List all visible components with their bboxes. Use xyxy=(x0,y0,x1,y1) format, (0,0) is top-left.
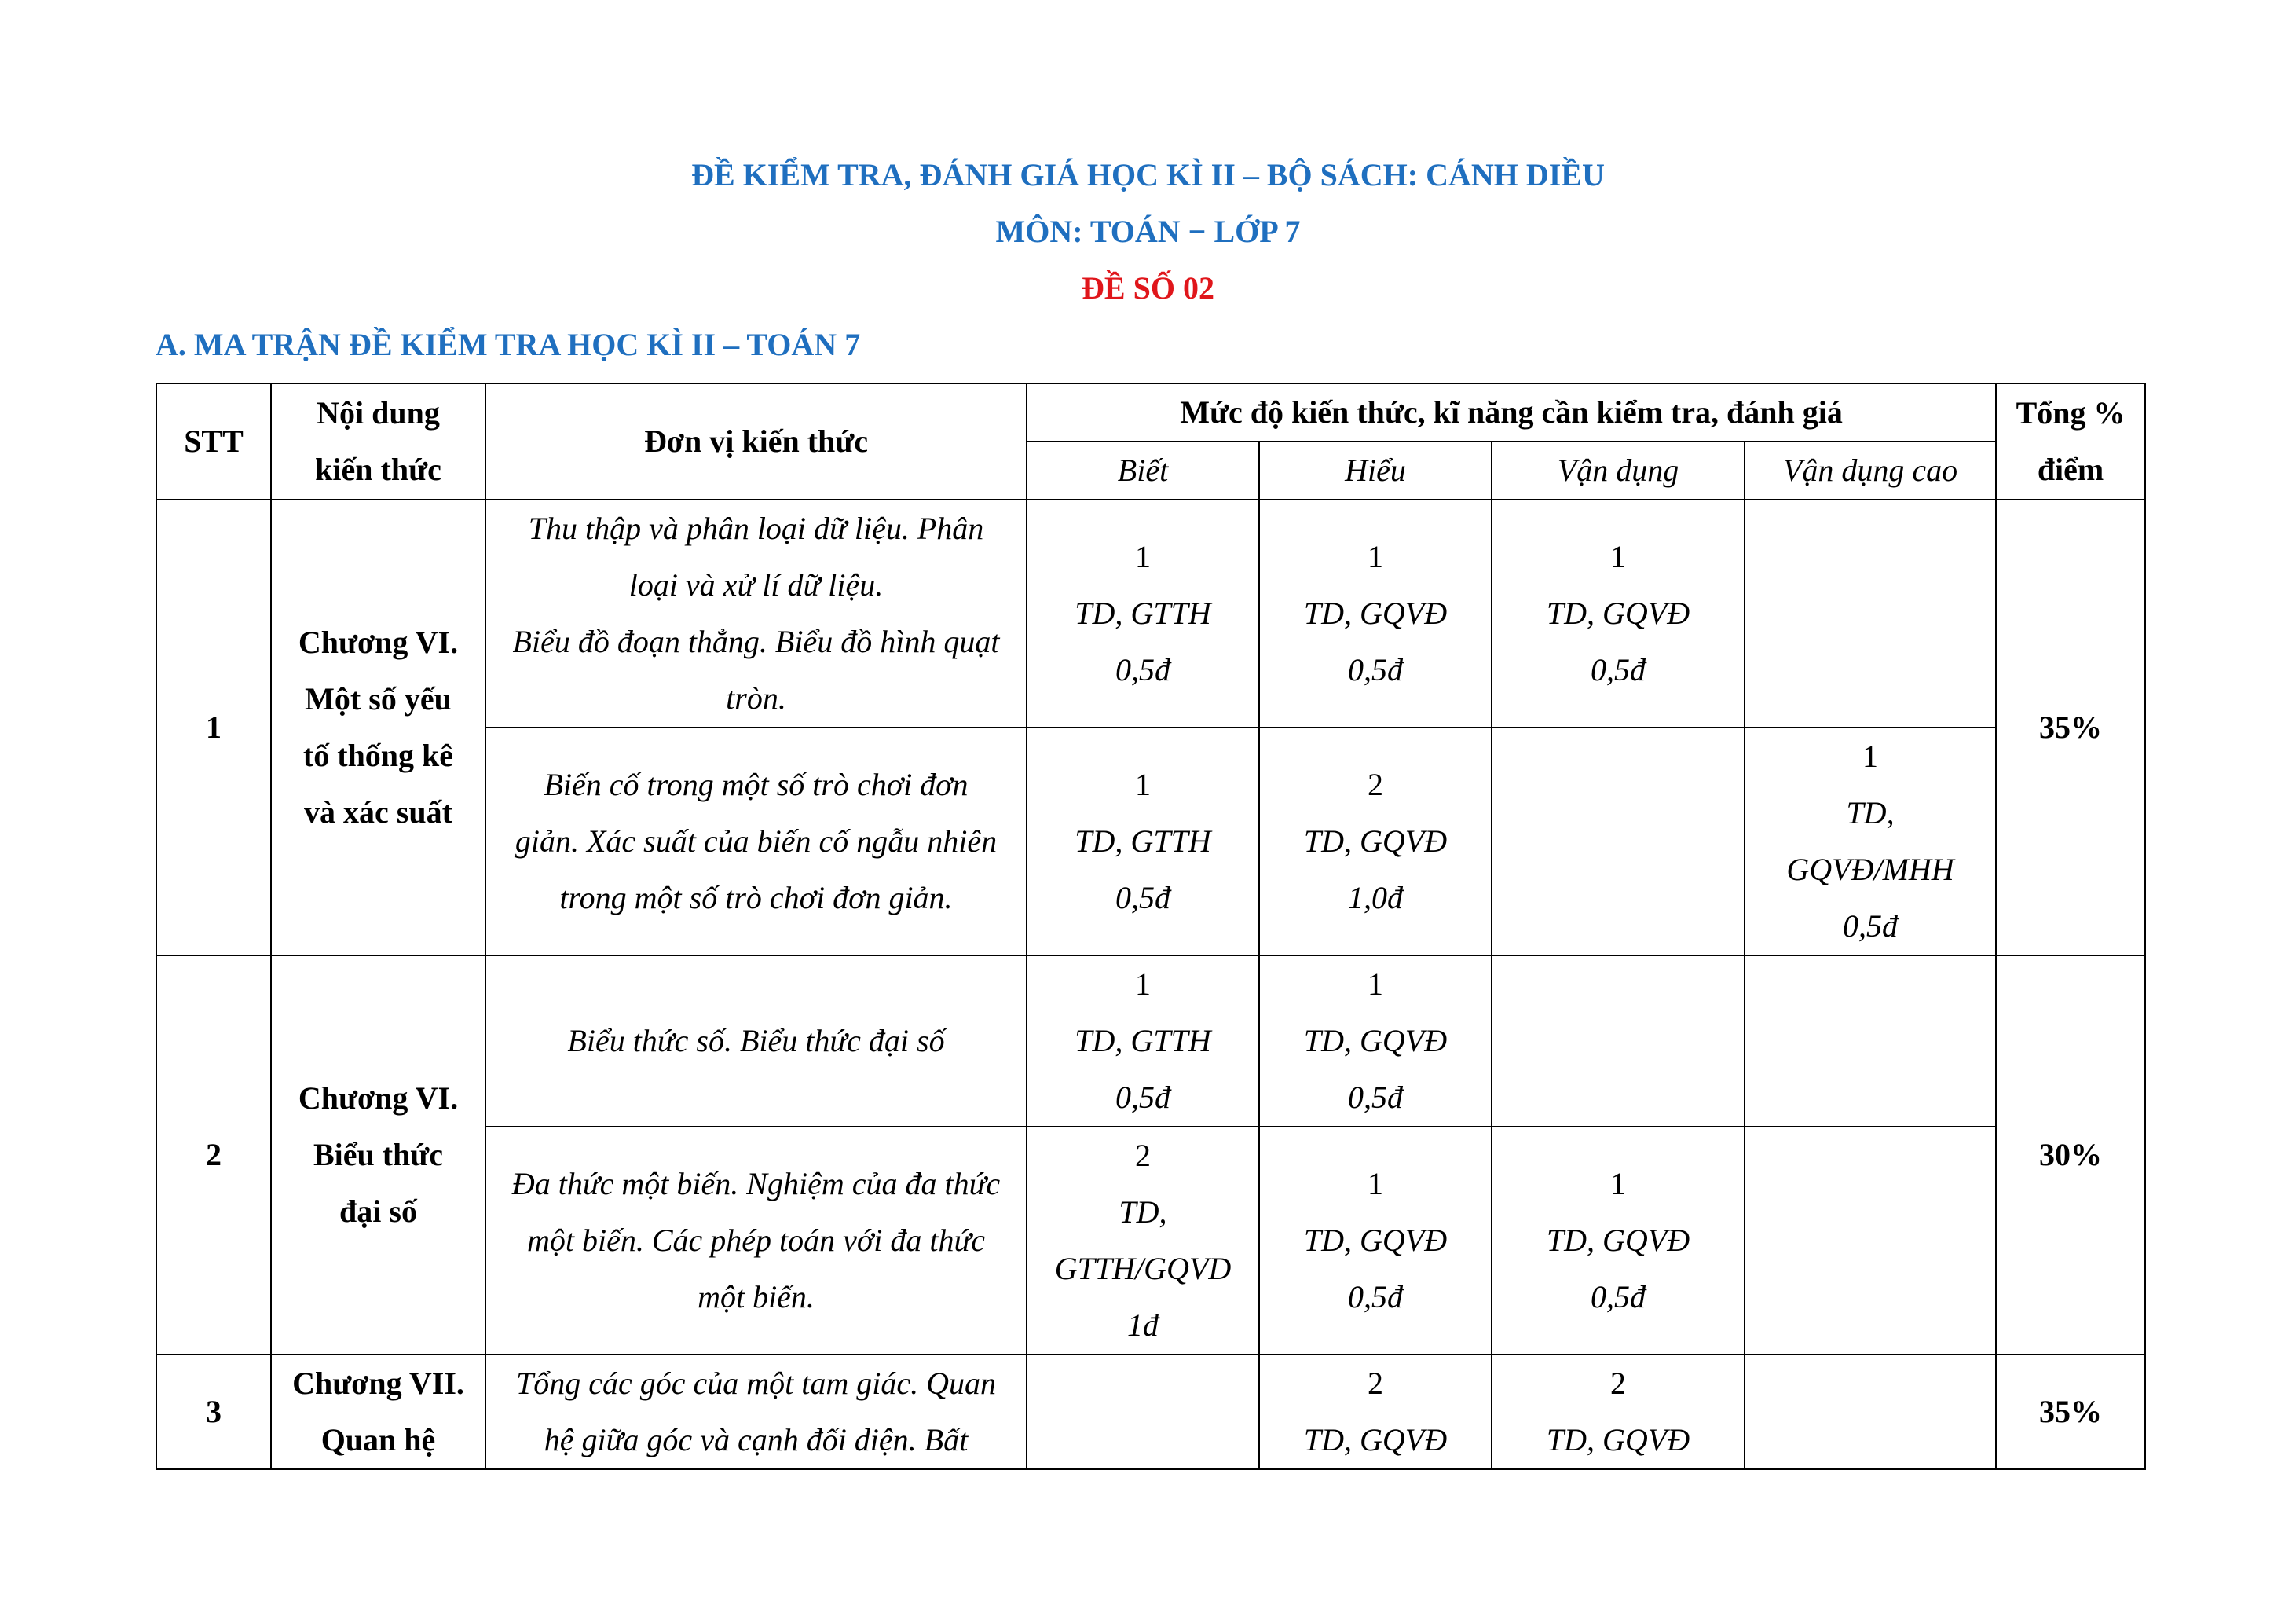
hieu-cell xyxy=(1259,1127,1492,1355)
header-muc-do: Mức độ kiến thức, kĩ năng cần kiểm tra, đánh giá xyxy=(1027,383,1996,442)
header-don-vi: Đơn vị kiến thức xyxy=(485,383,1027,500)
chapter-cell: Chương VI. Biểu thức đại số xyxy=(271,955,485,1355)
count: 2 xyxy=(1368,1366,1383,1401)
van-dung-cell xyxy=(1492,728,1745,955)
chapter-cell: Chương VII. Quan hệ xyxy=(271,1355,485,1469)
hieu-cell xyxy=(1259,955,1492,1127)
van-dung-cell xyxy=(1492,1355,1745,1469)
competency: TD, GQVĐ 0,5đ xyxy=(1546,596,1690,687)
section-a-heading: A. MA TRẬN ĐỀ KIỂM TRA HỌC KÌ II – TOÁN 7 xyxy=(156,327,861,362)
count: 1 xyxy=(1368,1166,1383,1201)
total-cell: 35% xyxy=(1996,500,2145,955)
van-dung-cell xyxy=(1492,955,1745,1127)
hieu-cell xyxy=(1259,1355,1492,1469)
biet-cell xyxy=(1027,500,1259,728)
table-row xyxy=(156,500,2145,728)
biet-cell xyxy=(1027,1127,1259,1355)
table-header-row xyxy=(156,383,2145,442)
competency: TD, GQVĐ 0,5đ xyxy=(1303,1223,1448,1314)
total-cell: 30% xyxy=(1996,955,2145,1355)
stt-cell: 2 xyxy=(156,955,271,1355)
competency: TD, GQVĐ 0,5đ xyxy=(1303,1023,1448,1115)
competency: TD, GQVĐ xyxy=(1303,1422,1448,1457)
van-dung-cao-cell xyxy=(1745,1127,1996,1355)
count: 2 xyxy=(1610,1366,1626,1401)
competency: TD, GQVĐ 1,0đ xyxy=(1303,823,1448,915)
exam-number: ĐỀ SỐ 02 xyxy=(1082,270,1214,306)
header-stt: STT xyxy=(156,383,271,500)
count: 1 xyxy=(1368,539,1383,574)
subject-title: MÔN: TOÁN − LỚP 7 xyxy=(995,214,1301,249)
unit-cell: Thu thập và phân loại dữ liệu. Phân loại và xử lí dữ liệu. Biểu đồ đoạn thẳng. Biểu đồ hình quạt tròn. xyxy=(485,500,1027,728)
competency: TD, GQVĐ xyxy=(1546,1422,1690,1457)
unit-cell: Đa thức một biến. Nghiệm của đa thức một biến. Các phép toán với đa thức một biến. xyxy=(485,1127,1027,1355)
chapter-cell: Chương VI. Một số yếu tố thống kê và xác suất xyxy=(271,500,485,955)
count: 1 xyxy=(1135,767,1151,802)
competency: TD, GTTH/GQVD 1đ xyxy=(1054,1194,1232,1343)
count: 1 xyxy=(1135,539,1151,574)
count: 1 xyxy=(1610,539,1626,574)
van-dung-cao-cell xyxy=(1745,728,1996,955)
hieu-cell xyxy=(1259,728,1492,955)
count: 2 xyxy=(1368,767,1383,802)
competency: TD, GQVĐ 0,5đ xyxy=(1303,596,1448,687)
table-row xyxy=(156,1355,2145,1469)
biet-cell xyxy=(1027,728,1259,955)
header-tong-diem: Tổng % điểm xyxy=(1996,383,2145,500)
van-dung-cell xyxy=(1492,1127,1745,1355)
hieu-cell xyxy=(1259,500,1492,728)
count: 2 xyxy=(1135,1138,1151,1173)
unit-cell: Biến cố trong một số trò chơi đơn giản. Xác suất của biến cố ngẫu nhiên trong một số trò chơi đơn giản. xyxy=(485,728,1027,955)
biet-cell xyxy=(1027,955,1259,1127)
count: 1 xyxy=(1135,966,1151,1002)
header-biet: Biết xyxy=(1027,442,1259,500)
count: 1 xyxy=(1862,739,1879,774)
competency: TD, GQVĐ 0,5đ xyxy=(1546,1223,1690,1314)
count: 1 xyxy=(1368,966,1383,1002)
document-title: ĐỀ KIỂM TRA, ĐÁNH GIÁ HỌC KÌ II – BỘ SÁCH: CÁNH DIỀU xyxy=(691,157,1605,192)
unit-cell: Tổng các góc của một tam giác. Quan hệ giữa góc và cạnh đối diện. Bất xyxy=(485,1355,1027,1469)
header-noi-dung: Nội dung kiến thức xyxy=(271,383,485,500)
stt-cell: 3 xyxy=(156,1355,271,1469)
competency: TD, GTTH 0,5đ xyxy=(1075,1023,1211,1115)
header-van-dung-cao: Vận dụng cao xyxy=(1745,442,1996,500)
table-row xyxy=(156,955,2145,1127)
competency: TD, GTTH 0,5đ xyxy=(1075,823,1211,915)
stt-cell: 1 xyxy=(156,500,271,955)
van-dung-cell xyxy=(1492,500,1745,728)
total-cell: 35% xyxy=(1996,1355,2145,1469)
competency: TD, GQVĐ/MHH 0,5đ xyxy=(1786,795,1954,944)
header-hieu: Hiểu xyxy=(1259,442,1492,500)
van-dung-cao-cell xyxy=(1745,1355,1996,1469)
van-dung-cao-cell xyxy=(1745,955,1996,1127)
competency: TD, GTTH 0,5đ xyxy=(1075,596,1211,687)
biet-cell xyxy=(1027,1355,1259,1469)
unit-cell: Biểu thức số. Biểu thức đại số xyxy=(485,955,1027,1127)
exam-matrix-table xyxy=(156,383,2146,1470)
van-dung-cao-cell xyxy=(1745,500,1996,728)
header-van-dung: Vận dụng xyxy=(1492,442,1745,500)
count: 1 xyxy=(1610,1166,1626,1201)
